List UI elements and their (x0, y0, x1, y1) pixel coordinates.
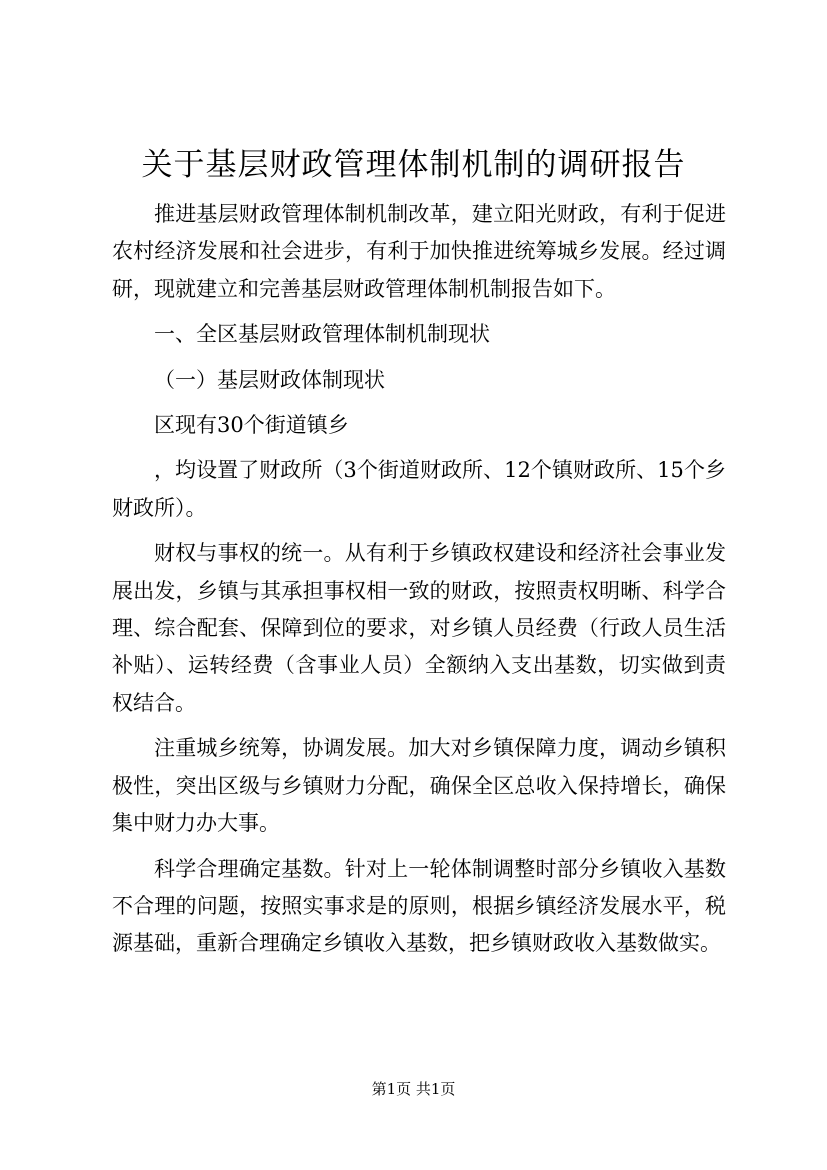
paragraph-town-count: 区现有30个街道镇乡 (154, 413, 349, 438)
paragraph-finance-offices: ，均设置了财政所（3个街道财政所、12个镇财政所、15个乡财政所）。 (112, 458, 726, 520)
paragraph-rights-unity: 财权与事权的统一。从有利于乡镇政权建设和经济社会事业发展出发，乡镇与其承担事权相一致的财政，按照责权明晰、科学合理、综合配套、保障到位的要求，对乡镇人员经费（行政人员生活补贴）、运转经费（含事业人员）全额纳入支出基数，切实做到责权结合。 (112, 541, 726, 715)
paragraph-urban-rural: 注重城乡统筹，协调发展。加大对乡镇保障力度，调动乡镇积极性，突出区级与乡镇财力分配，确保全区总收入保持增长，确保集中财力办大事。 (112, 736, 726, 836)
paragraph-intro: 推进基层财政管理体制机制改革，建立阳光财政，有利于促进农村经济发展和社会进步，有利于加快推进统筹城乡发展。经过调研，现就建立和完善基层财政管理体制机制报告如下。 (112, 202, 726, 301)
subsection-heading: （一）基层财政体制现状 (154, 367, 385, 392)
document-body (112, 196, 726, 963)
paragraph-base-numbers: 科学合理确定基数。针对上一轮体制调整时部分乡镇收入基数不合理的问题，按照实事求是的原则，根据乡镇经济发展水平，税源基础，重新合理确定乡镇收入基数，把乡镇财政收入基数做实。 (112, 856, 726, 956)
page-footer: 第1页 共1页 (371, 1080, 456, 1098)
document-title: 关于基层财政管理体制机制的调研报告 (141, 147, 686, 183)
section-heading: 一、全区基层财政管理体制机制现状 (154, 322, 490, 347)
